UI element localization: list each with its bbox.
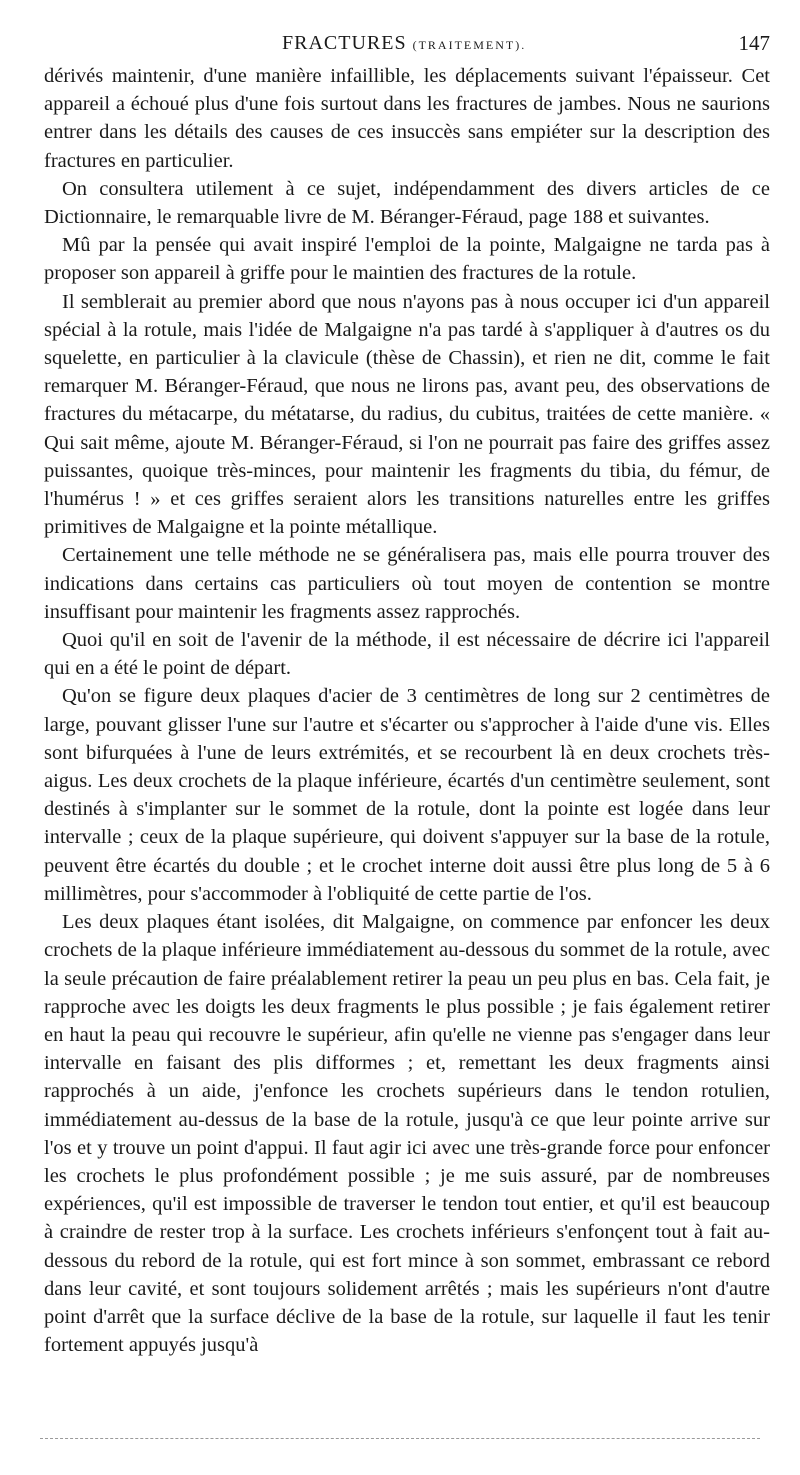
paragraph: Quoi qu'il en soit de l'avenir de la méthode, il est nécessaire de décrire ici l'appareil qui en a été le point de départ. [44, 629, 770, 680]
paragraph: Il semblerait au premier abord que nous n'ayons pas à nous occuper ici d'un appareil spécial à la rotule, mais l'idée de Malgaigne n'a pas tardé à s'appliquer à d'autres os du squelette, en particulier à la clavicule (thèse de Chassin), et rien ne dit, comme le fait remarquer M. Béranger-Féraud, que nous ne lirons pas, avant peu, des observations de fractures du métacarpe, du métatarse, du radius, du cubitus, traitées de cette manière. « Qui sait même, ajoute M. Béranger-Féraud, si l'on ne pourrait pas faire des griffes assez puissantes, quoique très-minces, pour maintenir les fragments du tibia, du fémur, de l'humérus ! » et ces griffes seraient alors les transitions naturelles entre les griffes primitives de Malgaigne et la pointe métallique. [44, 290, 770, 539]
paragraph: Certainement une telle méthode ne se généralisera pas, mais elle pourra trouver des indications dans certains cas particuliers où tout moyen de contention se montre insuffisant pour maintenir les fragments assez rapprochés. [44, 544, 770, 623]
running-title-subtitle: (TRAITEMENT). [412, 38, 527, 52]
running-title [282, 32, 526, 55]
footer-rule [40, 1438, 760, 1439]
running-header [44, 28, 770, 60]
paragraph: On consultera utilement à ce sujet, indépendamment des divers articles de ce Dictionnaire, le remarquable livre de M. Béranger-Féraud, page 188 et suivantes. [44, 177, 770, 229]
running-title-main: FRACTURES [282, 32, 407, 54]
paragraph: Les deux plaques étant isolées, dit Malgaigne, on commence par enfoncer les deux crochets de la plaque inférieure immédiatement au-dessous du sommet de la rotule, avec la seule précaution de faire préalablement retirer la peau un peu plus en bas. Cela fait, je rapproche avec les doigts les deux fragments le plus possible ; je fais également retirer en haut la peau qui recouvre le supérieur, afin qu'elle ne vienne pas s'engager dans leur intervalle en faisant des plis difformes ; et, remettant les deux fragments ainsi rapprochés à un aide, j'enfonce les crochets supérieurs dans le tendon rotulien, immédiatement au-dessus de la base de la rotule, jusqu'à ce que leur pointe arrive sur l'os et y trouve un point d'appui. Il faut agir ici avec une très-grande force pour enfoncer les crochets le plus profondément possible ; je me suis assuré, par de nombreuses expériences, qu'il est impossible de traverser le tendon tout entier, et qu'il est beaucoup à craindre de rester trop à la surface. Les crochets inférieurs s'enfonçent tout à fait au-dessous du rebord de la rotule, qui est fort mince à son sommet, embrassant ce rebord dans leur cavité, et sont toujours solidement arrêtés ; mais les supérieurs n'ont d'autre point d'arrêt que la surface déclive de la base de la rotule, sur laquelle il faut les tenir fortement appuyés jusqu'à [44, 911, 770, 1357]
paragraph: Mû par la pensée qui avait inspiré l'emploi de la pointe, Malgaigne ne tarda pas à proposer son appareil à griffe pour le maintien des fractures de la rotule. [44, 234, 770, 285]
body-text [44, 62, 770, 1359]
page-number: 147 [738, 31, 770, 55]
paragraph: dérivés maintenir, d'une manière infaillible, les déplacements suivant l'épaisseur. Cet appareil a échoué plus d'une fois surtout dans les fractures de jambes. Nous ne saurions entrer dans les détails des causes de ces insuccès sans empiéter sur la description des fractures en particulier. [44, 65, 770, 172]
paragraph: Qu'on se figure deux plaques d'acier de 3 centimètres de long sur 2 centimètres de large, pouvant glisser l'une sur l'autre et s'écarter ou s'approcher à l'aide d'une vis. Elles sont bifurquées à l'une de leurs extrémités, et se recourbent là en deux crochets très-aigus. Les deux crochets de la plaque inférieure, écartés d'un centimètre seulement, sont destinés à s'implanter sur le sommet de la rotule, dont la pointe est logée dans leur intervalle ; ceux de la plaque supérieure, qui doivent s'appuyer sur la base de la rotule, peuvent être écartés du double ; et le crochet interne doit aussi être plus long de 5 à 6 millimètres, pour s'accommoder à l'obliquité de cette partie de l'os. [44, 685, 770, 905]
